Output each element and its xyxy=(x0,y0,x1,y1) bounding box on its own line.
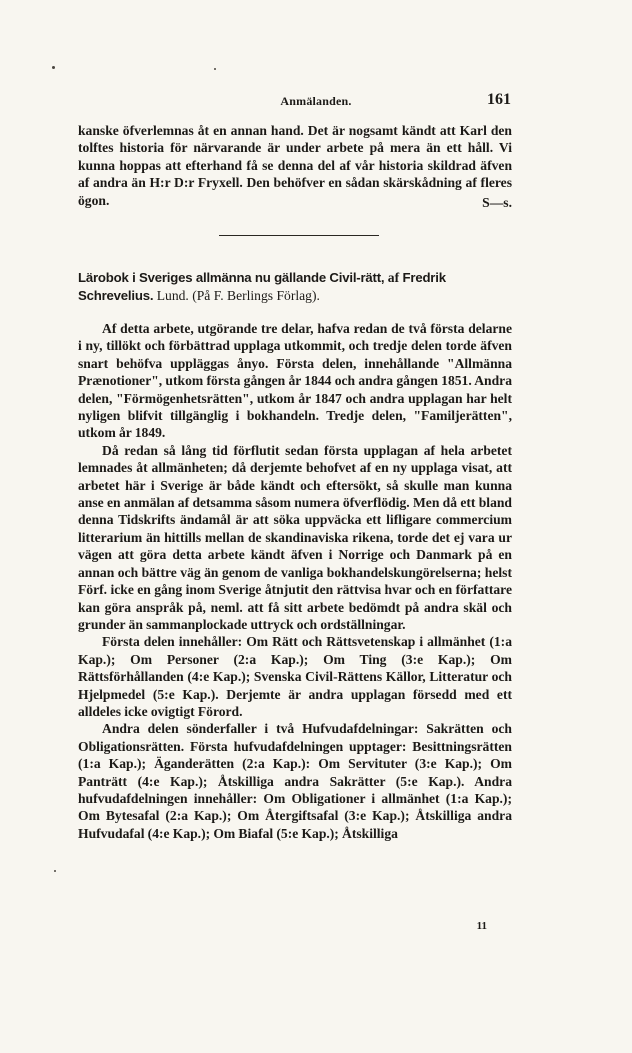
paper-speck xyxy=(52,66,55,69)
review-body xyxy=(78,320,512,842)
author-prefix: af xyxy=(387,270,400,285)
review-paragraph: Första delen innehåller: Om Rätt och Rättsvetenskap i allmänhet (1:a Kap.); Om Personer (2:a Kap.); Om Ting (3:e Kap.); Om Rättsförhållanden (4:e Kap.); Svenska Civil-Rättens Källor, Litteratur och Hjelpmedel (5:e Kap.). Derjemte är andra upplagan försedd med ett alldeles icke ovigtigt Förord. xyxy=(78,634,512,719)
continued-paragraph xyxy=(78,122,512,209)
paper-speck xyxy=(214,68,216,70)
paragraph-text: kanske öfverlemnas åt en annan hand. Det är nogsamt kändt att Karl den tolftes historia för närvarande är under arbete på mera än ett håll. Vi kunna hoppas att efterhand få se denna del af vår historia skildrad äfven af andra än H:r D:r Fryxell. Den behöfver en sådan skärskådning af fleres ögon. xyxy=(78,123,512,208)
page-number: 161 xyxy=(487,91,511,108)
publication-info: Lund. (På F. Berlings Förlag). xyxy=(156,287,320,303)
running-header: Anmälanden. xyxy=(280,94,352,108)
section-divider xyxy=(219,235,379,236)
signature-mark: 11 xyxy=(476,920,487,932)
review-paragraph: Då redan så lång tid förflutit sedan första upplagan af hela arbetet lemnades åt allmänheten; då derjemte behofvet af en ny upplaga visat, att arbetet här i Sverige är både kändt och eftersökt, så skulle man kunna anse en anmälan af detsamma såsom numera öfverflödig. Men då ett bland denna Tidskrifts ändamål är att söka uppväcka ett lifligare commercium litterarium än hittills mellan de skandinaviska rikena, torde det ej vara ur vägen att göra detta arbete kändt äfven i Norrige och Danmark på en annan och bättre väg än genom de vanliga bokhandelskungörelserna; helst Förf. icke en gång inom Sverige åtnjutit den rättvisa hvar och en författare kan göra anspråk på, neml. att få sitt arbete bedömdt på andra skäl och grunder än sammanplockade uttryck och ordställningar. xyxy=(78,442,512,632)
review-paragraph: Andra delen sönderfaller i två Hufvudafdelningar: Sakrätten och Obligationsrätten. Första hufvudafdelningen upptager: Besittningsrätten (1:a Kap.); Äganderätten (2:a Kap.): Om Servituter (3:e Kap.); Om Panträtt (4:e Kap.); Åtskilliga andra Sakrätter (5:e Kap.). Andra hufvudafdelningen innehåller: Om Obligationer i allmänhet (1:a Kap.); Om Bytesafal (2:a Kap.); Om Återgiftsafal (3:e Kap.); Åtskilliga andra Hufvudafal (4:e Kap.); Om Biafal (5:e Kap.); Åtskilliga xyxy=(78,721,512,841)
review-paragraph: Af detta arbete, utgörande tre delar, hafva redan de två första delarne i ny, tillökt och förbättrad upplaga utkommit, och tredje delen torde äfven snart behöfva uppläggas ånyo. Första delen, innehållande "Allmänna Prænotioner", utkom första gången år 1844 och andra gången 1851. Andra delen, "Förmögenhetsrätten", utkom år 1847 och andra upplagan har helt nyligen blifvit tillgänglig i bokhandeln. Tredje delen, "Familjerätten", utkom år 1849. xyxy=(78,321,512,441)
book-title: Lärobok i Sveriges allmänna nu gällande Civil-rätt, xyxy=(78,270,385,285)
reviewer-signature: S—s. xyxy=(482,195,512,210)
book-author: Fredrik Schrevelius. xyxy=(78,270,446,303)
review-heading xyxy=(78,269,512,304)
paper-speck xyxy=(54,870,56,872)
